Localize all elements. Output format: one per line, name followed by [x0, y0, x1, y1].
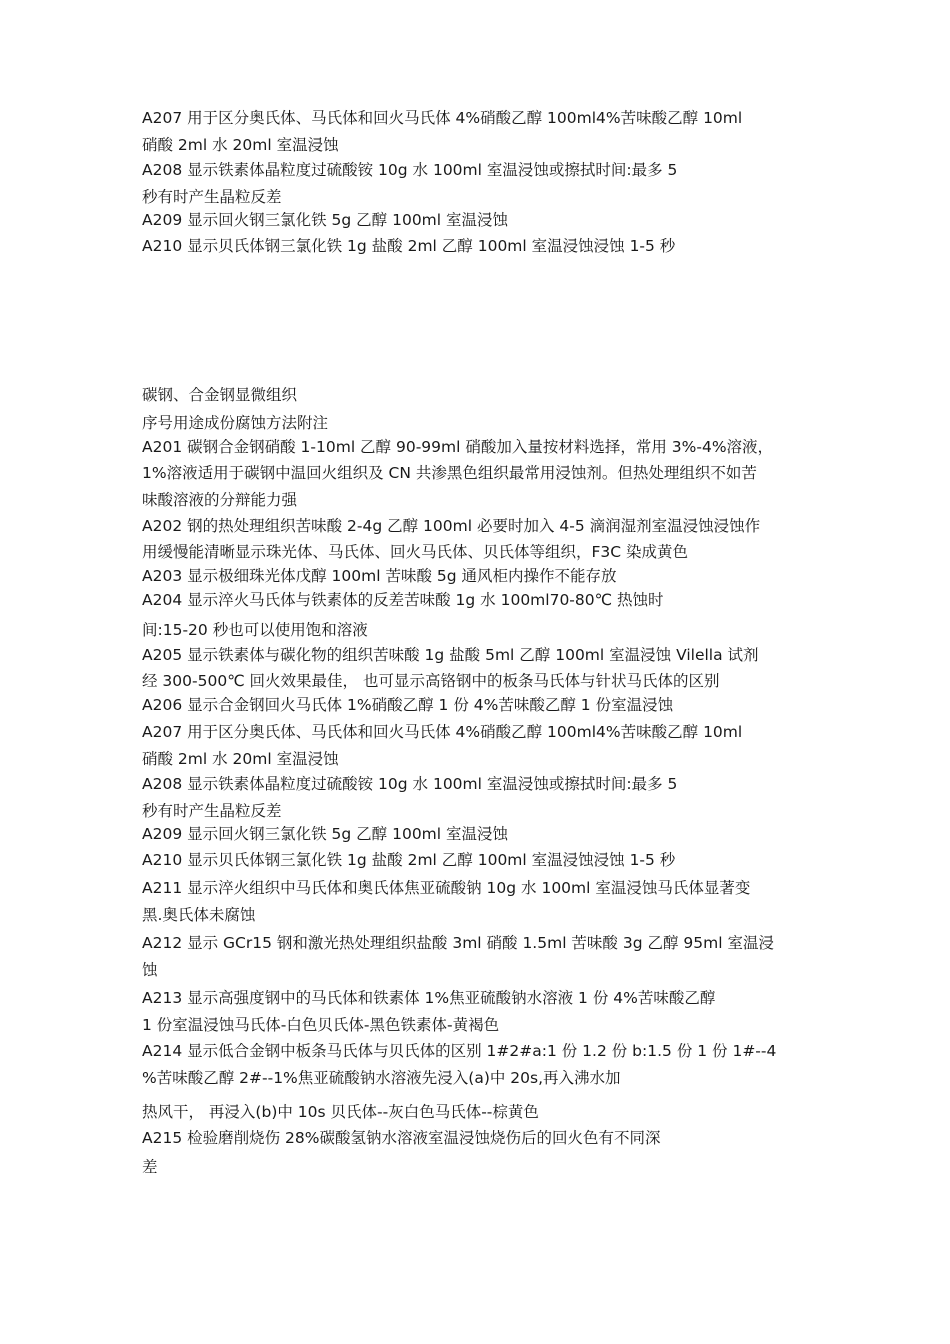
text-line: 秒有时产生晶粒反差 — [142, 188, 282, 206]
text-line: A207 用于区分奥氏体、马氏体和回火马氏体 4%硝酸乙醇 100ml4%苦味酸乙醇 10ml — [142, 723, 743, 741]
text-line: A203 显示极细珠光体戊醇 100ml 苦味酸 5g 通风柜内操作不能存放 — [142, 567, 617, 585]
text-line: A214 显示低合金钢中板条马氏体与贝氏体的区别 1#2#a:1 份 1.2 份 b:1.5 份 1 份 1#--4 — [142, 1042, 777, 1060]
text-line: A207 用于区分奥氏体、马氏体和回火马氏体 4%硝酸乙醇 100ml4%苦味酸乙醇 10ml — [142, 109, 743, 127]
text-line: 1%溶液适用于碳钢中温回火组织及 CN 共渗黑色组织最常用浸蚀剂。但热处理组织不如苦 — [142, 464, 757, 482]
text-line: 经 300-500℃ 回火效果最佳， 也可显示高铬钢中的板条马氏体与针状马氏体的区别 — [142, 672, 720, 690]
text-line: A201 碳钢合金钢硝酸 1-10ml 乙醇 90-99ml 硝酸加入量按材料选择，常用 3%-4%溶液， — [142, 438, 774, 456]
text-line: A202 钢的热处理组织苦味酸 2-4g 乙醇 100ml 必要时加入 4-5 滴润湿剂室温浸蚀浸蚀作 — [142, 517, 761, 535]
text-line: 味酸溶液的分辩能力强 — [142, 491, 298, 509]
section-title: 碳钢、合金钢显微组织 — [142, 386, 298, 404]
text-line: A210 显示贝氏体钢三氯化铁 1g 盐酸 2ml 乙醇 100ml 室温浸蚀浸蚀 1-5 秒 — [142, 851, 676, 869]
text-line: A209 显示回火钢三氯化铁 5g 乙醇 100ml 室温浸蚀 — [142, 211, 509, 229]
text-line: A208 显示铁素体晶粒度过硫酸铵 10g 水 100ml 室温浸蚀或擦拭时间:最多 5 — [142, 775, 678, 793]
text-line: 硝酸 2ml 水 20ml 室温浸蚀 — [142, 750, 339, 768]
text-line: A206 显示合金钢回火马氏体 1%硝酸乙醇 1 份 4%苦味酸乙醇 1 份室温浸蚀 — [142, 696, 674, 714]
text-line: A205 显示铁素体与碳化物的组织苦味酸 1g 盐酸 5ml 乙醇 100ml 室温浸蚀 Vilella 试剂 — [142, 646, 759, 664]
text-line: A215 检验磨削烧伤 28%碳酸氢钠水溶液室温浸蚀烧伤后的回火色有不同深 — [142, 1129, 661, 1147]
text-line: 秒有时产生晶粒反差 — [142, 802, 282, 820]
text-line: 1 份室温浸蚀马氏体-白色贝氏体-黑色铁素体-黄褐色 — [142, 1016, 500, 1034]
text-line: A209 显示回火钢三氯化铁 5g 乙醇 100ml 室温浸蚀 — [142, 825, 509, 843]
table-header: 序号用途成份腐蚀方法附注 — [142, 414, 329, 432]
text-line: 间:15-20 秒也可以使用饱和溶液 — [142, 621, 368, 639]
text-line: %苦味酸乙醇 2#--1%焦亚硫酸钠水溶液先浸入(a)中 20s,再入沸水加 — [142, 1069, 621, 1087]
text-line: 硝酸 2ml 水 20ml 室温浸蚀 — [142, 136, 339, 154]
text-line: A211 显示淬火组织中马氏体和奥氏体焦亚硫酸钠 10g 水 100ml 室温浸蚀马氏体显著变 — [142, 879, 751, 897]
text-line: 差 — [142, 1158, 158, 1176]
text-line: 蚀 — [142, 961, 158, 979]
text-line: 黑.奥氏体未腐蚀 — [142, 906, 256, 924]
text-line: A213 显示高强度钢中的马氏体和铁素体 1%焦亚硫酸钠水溶液 1 份 4%苦味酸乙醇 — [142, 989, 716, 1007]
text-line: A212 显示 GCr15 钢和激光热处理组织盐酸 3ml 硝酸 1.5ml 苦味酸 3g 乙醇 95ml 室温浸 — [142, 934, 774, 952]
text-line: 用缓慢能清晰显示珠光体、马氏体、回火马氏体、贝氏体等组织，F3C 染成黄色 — [142, 543, 689, 561]
text-line: A204 显示淬火马氏体与铁素体的反差苦味酸 1g 水 100ml70-80℃ 热蚀时 — [142, 591, 664, 609]
text-line: A210 显示贝氏体钢三氯化铁 1g 盐酸 2ml 乙醇 100ml 室温浸蚀浸蚀 1-5 秒 — [142, 237, 676, 255]
text-line: A208 显示铁素体晶粒度过硫酸铵 10g 水 100ml 室温浸蚀或擦拭时间:最多 5 — [142, 161, 678, 179]
text-line: 热风干， 再浸入(b)中 10s 贝氏体--灰白色马氏体--棕黄色 — [142, 1103, 539, 1121]
